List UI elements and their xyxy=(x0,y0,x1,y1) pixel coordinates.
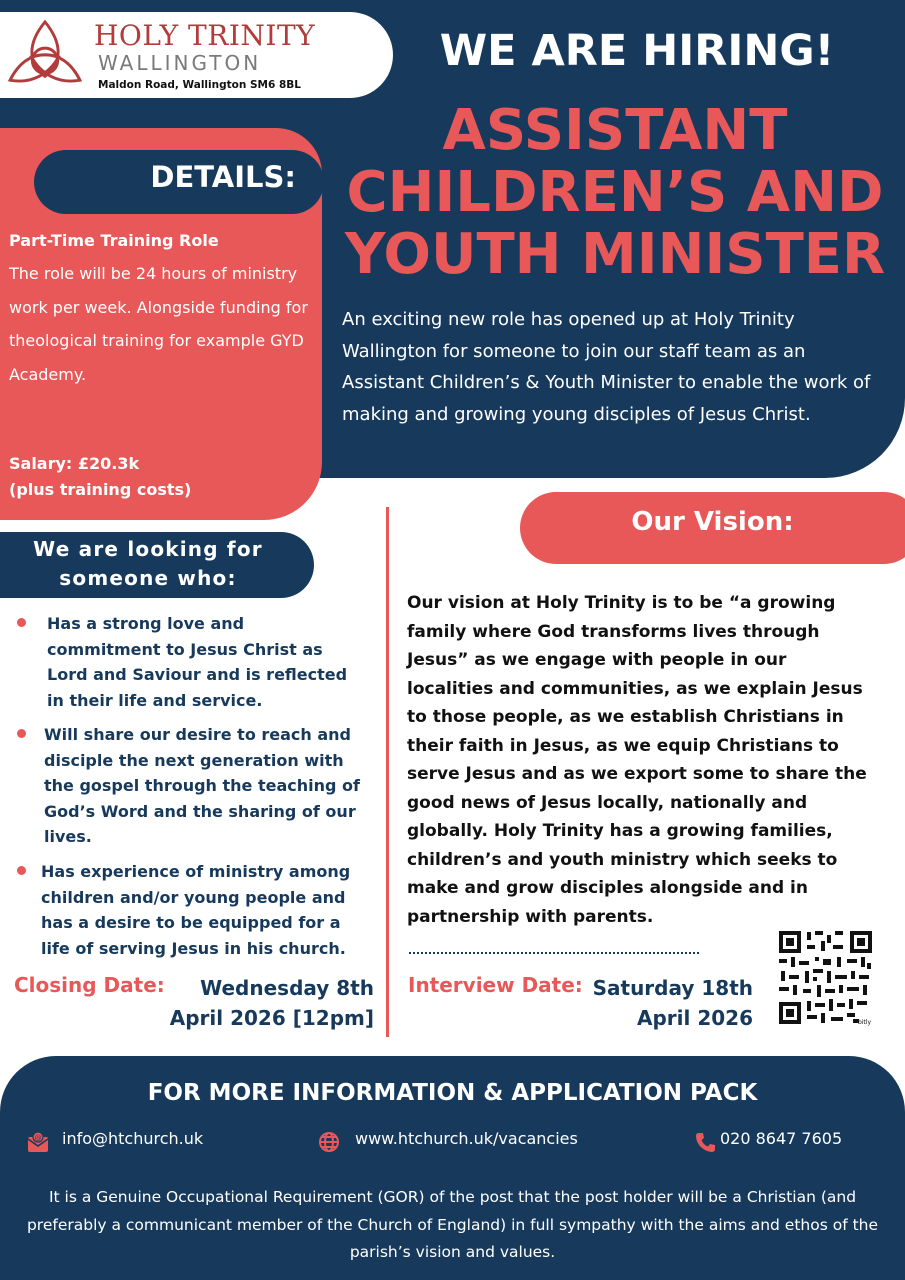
gor-statement: It is a Genuine Occupational Requirement (GOR) of the post that the post holder will be a Christian (and preferably a communicant member of the Church of England) in full sympathy with the aims and ethos of the parish’s vision and values. xyxy=(26,1188,879,1261)
closing-date-label: Closing Date: xyxy=(14,973,165,997)
details-heading: DETAILS: xyxy=(150,160,296,194)
qr-code[interactable] xyxy=(777,929,874,1026)
column-divider xyxy=(386,507,389,1037)
vision-heading: Our Vision: xyxy=(631,507,794,537)
closing-date-line: April 2026 [12pm] xyxy=(169,1006,374,1030)
vision-text: Our vision at Holy Trinity is to be “a growing family where God transforms lives through Jesus” as we engage with people in our localities and communities, as we explain Jesus to those people, as we establish Christians in their faith in Jesus, as we equip Christians to serve Jesus and as we export some to share the good news of Jesus locally, nationally and globally. Holy Trinity has a growing families, children’s and youth ministry which seeks to make and grow disciples alongside and in partnership with parents. xyxy=(407,593,867,927)
job-title-line: ASSISTANT xyxy=(442,98,788,163)
closing-date-line: Wednesday 8th xyxy=(200,976,374,1000)
job-title xyxy=(330,100,900,286)
salary-note: (plus training costs) xyxy=(9,480,192,499)
logo-trinity-icon xyxy=(6,18,84,88)
looking-for-heading xyxy=(6,535,290,593)
job-title-line: YOUTH MINISTER xyxy=(344,222,886,287)
interview-date xyxy=(585,973,753,1033)
footer-heading: FOR MORE INFORMATION & APPLICATION PACK xyxy=(147,1080,758,1106)
salary-amount: Salary: £20.3k xyxy=(9,454,140,473)
bullet-icon xyxy=(17,866,26,875)
interview-date-line: Saturday 18th xyxy=(592,976,753,1000)
email-link[interactable]: info@htchurch.uk xyxy=(62,1129,204,1148)
hiring-heading: WE ARE HIRING! xyxy=(439,26,835,76)
requirement-item: Has experience of ministry among children and/or young people and has a desire to be equipped for a life of serving Jesus in his church. xyxy=(41,862,351,958)
job-title-line: CHILDREN’S AND xyxy=(346,160,884,225)
looking-for-heading-line: someone who: xyxy=(59,566,237,590)
svg-text:@: @ xyxy=(34,1134,42,1142)
closing-date xyxy=(160,973,374,1033)
globe-icon xyxy=(318,1131,340,1153)
org-name: HOLY TRINITY xyxy=(94,19,316,52)
website-link[interactable]: www.htchurch.uk/vacancies xyxy=(355,1129,578,1148)
salary xyxy=(9,451,309,503)
requirement-item: Has a strong love and commitment to Jesus Christ as Lord and Saviour and is reflected in their life and service. xyxy=(47,614,348,710)
role-description: The role will be 24 hours of ministry work per week. Alongside funding for theological training for example GYD Academy. xyxy=(9,264,308,384)
phone-icon xyxy=(694,1131,716,1153)
intro-text: An exciting new role has opened up at Holy Trinity Wallington for someone to join our staff team as an Assistant Children’s & Youth Minister to enable the work of making and growing young disciples of Jesus Christ. xyxy=(342,309,871,425)
requirement-item: Will share our desire to reach and disciple the next generation with the gospel through the teaching of God’s Word and the sharing of our lives. xyxy=(44,725,360,846)
dotted-separator xyxy=(409,952,699,954)
interview-date-line: April 2026 xyxy=(637,1006,753,1030)
role-title: Part-Time Training Role xyxy=(9,231,219,250)
qr-label: bitly xyxy=(857,1019,871,1026)
email-icon xyxy=(27,1131,49,1153)
org-subname: WALLINGTON xyxy=(98,51,262,75)
bullet-icon xyxy=(17,729,26,738)
phone-link[interactable]: 020 8647 7605 xyxy=(720,1129,843,1148)
looking-for-heading-line: We are looking for xyxy=(33,537,263,561)
interview-date-label: Interview Date: xyxy=(408,973,583,997)
bullet-icon xyxy=(17,618,26,627)
org-address: Maldon Road, Wallington SM6 8BL xyxy=(98,79,301,91)
